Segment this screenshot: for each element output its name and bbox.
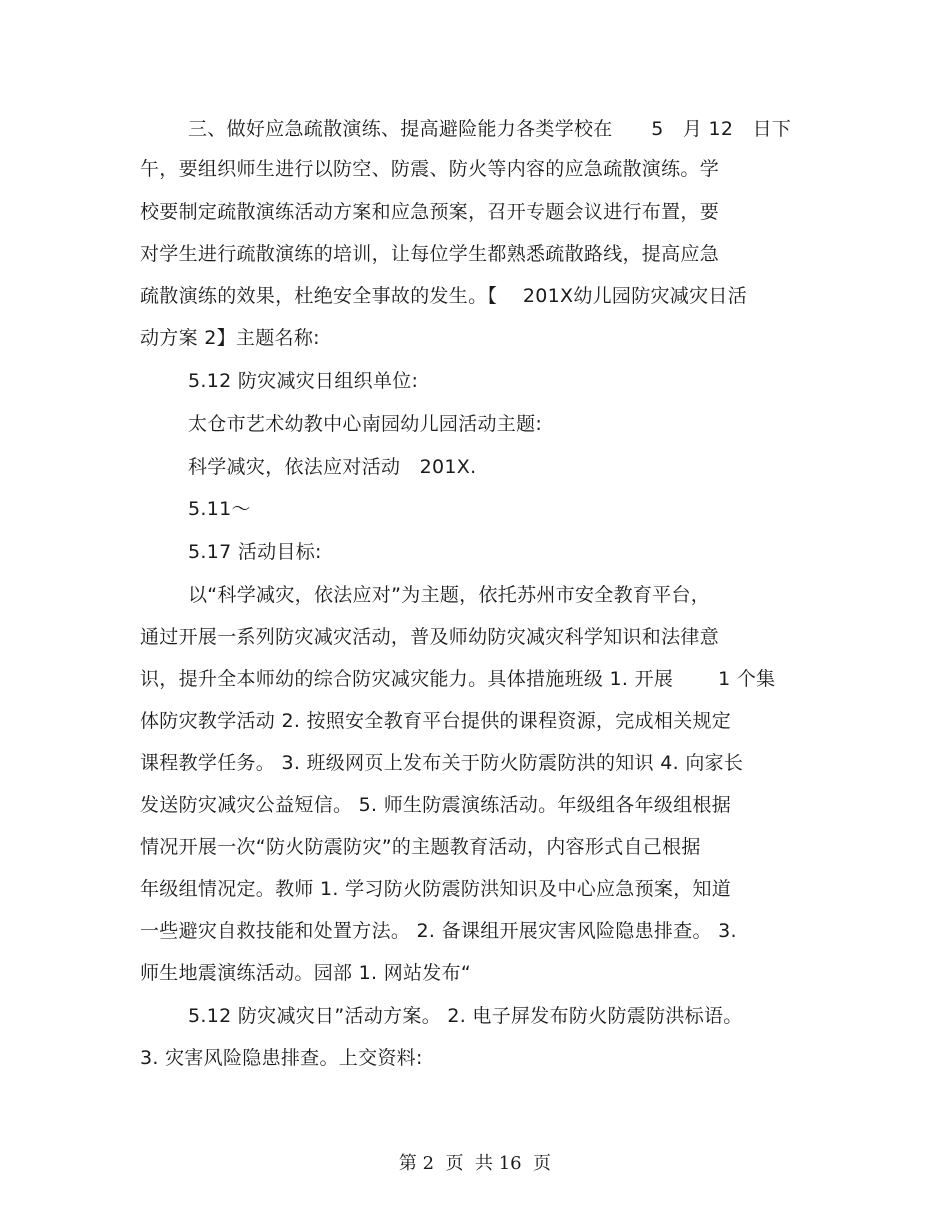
text-line-15: 体防灾教学活动 2. 按照安全教育平台提供的课程资源，完成相关规定 — [140, 710, 732, 732]
text-line-8: 太仓市艺术幼教中心南园幼儿园活动主题: — [188, 413, 543, 435]
text-line-17: 发送防灾减灾公益短信。 5. 师生防震演练活动。年级组各年级组根据 — [140, 794, 732, 816]
text-line-7: 5.12 防灾减灾日组织单位: — [188, 370, 419, 392]
text-line-22: 5.12 防灾减灾日”活动方案。 2. 电子屏发布防火防震防洪标语。 — [188, 1005, 743, 1027]
text-line-20: 一些避灾自救技能和处置方法。 2. 备课组开展灾害风险隐患排查。 3. — [140, 920, 737, 942]
text-line-5: 疏散演练的效果，杜绝安全事故的发生。【 201X幼儿园防灾减灾日活 — [140, 285, 748, 307]
text-line-16: 课程教学任务。 3. 班级网页上发布关于防火防震防洪的知识 4. 向家长 — [140, 752, 744, 774]
text-line-18: 情况开展一次“防火防震防灾”的主题教育活动，内容形式自己根据 — [140, 836, 701, 858]
text-line-2: 午，要组织师生进行以防空、防震、防火等内容的应急疏散演练。学 — [140, 158, 720, 180]
text-line-6: 动方案 2】主题名称: — [140, 327, 320, 349]
text-line-4: 对学生进行疏散演练的培训，让每位学生都熟悉疏散路线，提高应急 — [140, 243, 720, 265]
text-line-23: 3. 灾害风险隐患排查。上交资料: — [140, 1047, 423, 1069]
text-line-1: 三、做好应急疏散演练、提高避险能力各类学校在 5 月 12 日下 — [188, 118, 792, 140]
text-line-9: 科学减灾，依法应对活动 201X. — [188, 456, 477, 478]
text-line-21: 师生地震演练活动。园部 1. 网站发布“ — [140, 962, 472, 984]
text-line-13: 通过开展一系列防灾减灾活动，普及师幼防灾减灾科学知识和法律意 — [140, 626, 720, 648]
text-line-19: 年级组情况定。教师 1. 学习防火防震防洪知识及中心应急预案，知道 — [140, 878, 732, 900]
text-line-3: 校要制定疏散演练活动方案和应急预案，召开专题会议进行布置，要 — [140, 201, 720, 223]
page-number-footer: 第 2 页 共 16 页 — [398, 1153, 552, 1174]
text-line-12: 以“科学减灾，依法应对”为主题，依托苏州市安全教育平台， — [188, 584, 711, 606]
text-line-11: 5.17 活动目标: — [188, 541, 322, 563]
text-line-14: 识，提升全本师幼的综合防灾减灾能力。具体措施班级 1. 开展 1 个集 — [140, 668, 776, 690]
text-line-10: 5.11～ — [188, 498, 251, 520]
